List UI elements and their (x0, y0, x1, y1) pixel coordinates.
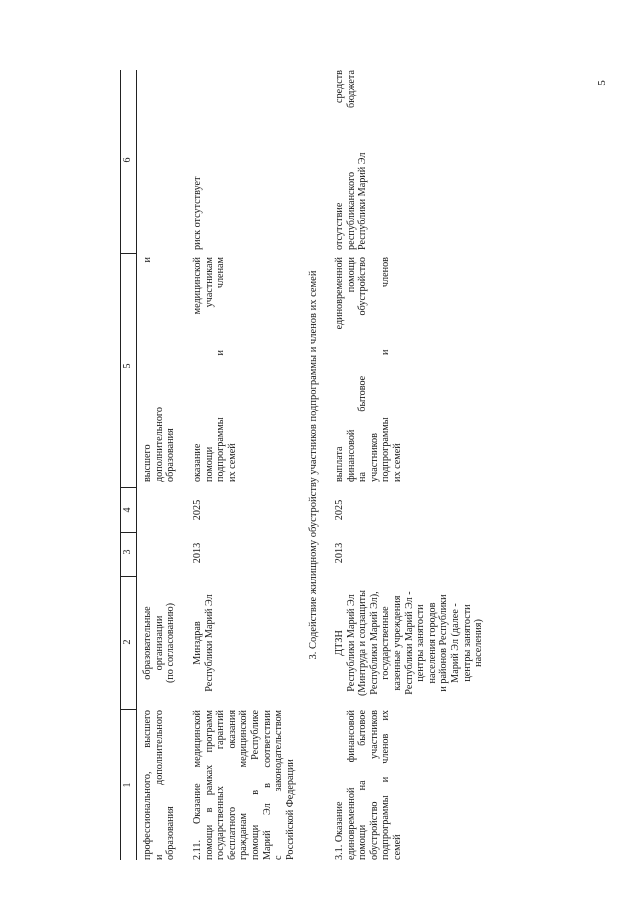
header-bottom-border (136, 70, 137, 860)
column-number-4: 4 (122, 507, 133, 513)
row-211-col6 (192, 70, 204, 250)
row-211-end-year: 2025 (192, 499, 203, 521)
row-edu-col1 (142, 710, 177, 860)
header-separator (120, 487, 136, 488)
section-title: 3. Содействие жилищному обустройству участников подпрограммы и членов их семей (308, 270, 319, 660)
row-211-col2 (192, 578, 215, 708)
text-line: участников (368, 433, 380, 482)
text-line: бесплатного оказания (226, 710, 238, 860)
text-line: центры занятости (461, 604, 473, 682)
text-line: выплата единовременной (334, 257, 345, 482)
text-line: центры занятости (415, 604, 427, 682)
column-number-3: 3 (122, 549, 133, 555)
text-line: отсутствие средств (334, 70, 345, 250)
row-31-start-year: 2013 (334, 542, 345, 564)
header-separator (120, 576, 136, 577)
table-top-border (120, 70, 121, 860)
text-line: их семей (391, 443, 403, 482)
row-edu-col2 (142, 578, 177, 708)
rotated-table (120, 70, 640, 860)
text-line: с законодательством (273, 710, 285, 860)
text-line: их семей (226, 443, 238, 482)
text-line: Российской Федерации (284, 759, 296, 860)
text-line: оказание медицинской (192, 257, 203, 482)
row-211-col5 (192, 257, 238, 482)
header-separator (120, 253, 136, 254)
text-line: 2.11. Оказание медицинской (192, 710, 203, 860)
text-line: финансовой помощи (345, 257, 357, 482)
text-line: Марий Эл (далее - (449, 603, 461, 683)
text-line: Республики Марий Эл), (368, 591, 380, 695)
text-line: помощи в рамках программ (203, 710, 215, 860)
row-31-col6 (334, 70, 369, 250)
text-line: государственных гарантий (215, 710, 227, 860)
row-211-col1 (192, 710, 296, 860)
text-line: семей (391, 834, 403, 860)
text-line: (Минтруда и соцзащиты (357, 590, 369, 696)
text-line: помощи в Республике (249, 710, 261, 860)
header-separator (120, 532, 136, 533)
text-line: обустройство участников (368, 710, 380, 860)
text-line: государственные (380, 606, 392, 680)
text-line: высшего и (142, 257, 153, 482)
text-line: профессионального, высшего (142, 710, 153, 860)
text-line: Минздрав (192, 621, 203, 665)
text-line: Республики Марий Эл (203, 594, 215, 692)
text-line: риск отсутствует (192, 176, 203, 250)
text-line: Республики Марий Эл (357, 152, 369, 250)
page-number: 5 (596, 80, 608, 86)
text-line: ДТЗН (334, 630, 345, 656)
text-line: Республики Марий Эл - (403, 591, 415, 695)
column-number-1: 1 (122, 782, 133, 788)
text-line: 3.1. Оказание (334, 801, 345, 860)
column-number-6: 6 (122, 157, 133, 163)
row-edu-col5 (142, 257, 177, 482)
column-number-5: 5 (122, 363, 133, 369)
text-line: и районов Республики (438, 594, 450, 692)
row-31-col5 (334, 257, 404, 482)
text-line: республиканского бюджета (345, 70, 357, 250)
text-line: на бытовое обустройство (357, 257, 369, 482)
text-line: Марий Эл в соответствии (261, 710, 273, 860)
text-line: и дополнительного (153, 710, 165, 860)
row-31-col2 (334, 578, 485, 708)
text-line: образовательные (142, 606, 153, 680)
text-line: помощи участникам (203, 257, 215, 482)
text-line: единовременной финансовой (345, 710, 357, 860)
text-line: дополнительного (153, 407, 165, 482)
text-line: подпрограммы и членов (380, 257, 392, 482)
text-line: подпрограммы и членам (215, 257, 227, 482)
text-line: Республики Марий Эл (345, 594, 357, 692)
row-211-start-year: 2013 (192, 542, 203, 564)
column-number-2: 2 (122, 639, 133, 645)
row-31-end-year: 2025 (334, 499, 345, 521)
text-line: гражданам медицинской (238, 710, 250, 860)
text-line: населения) (473, 619, 485, 667)
text-line: подпрограммы и членов их (380, 710, 392, 860)
text-line: казенные учреждения (391, 595, 403, 691)
text-line: образования (165, 806, 177, 860)
text-line: организации (153, 615, 165, 671)
header-separator (120, 709, 136, 710)
row-31-col1 (334, 710, 404, 860)
text-line: образования (165, 428, 177, 482)
text-line: населения городов (426, 602, 438, 684)
text-line: помощи на бытовое (357, 710, 369, 860)
text-line: (по согласованию) (165, 602, 177, 684)
